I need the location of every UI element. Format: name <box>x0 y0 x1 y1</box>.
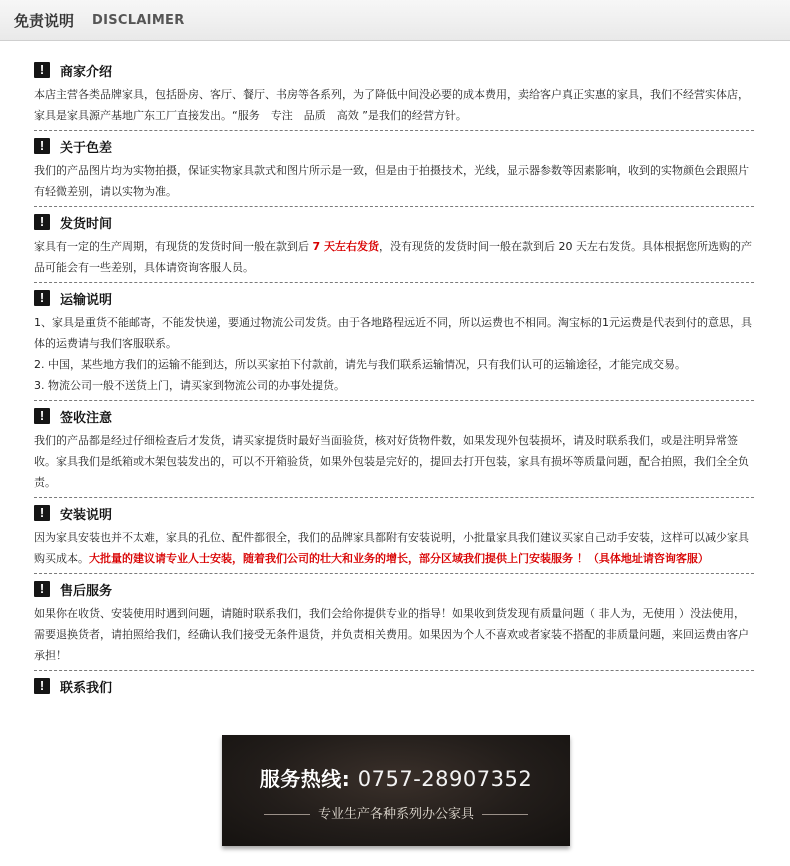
section-title: 售后服务 <box>60 583 113 599</box>
hotline <box>222 763 570 792</box>
divider-left <box>264 814 310 815</box>
section-header <box>34 59 754 81</box>
body-text: 家具有一定的生产周期，有现货的发货时间一般在款到后 <box>34 240 313 253</box>
exclamation-icon: ! <box>34 290 50 306</box>
section-line: 1、家具是重货不能邮寄，不能发快递，要通过物流公司发货。由于各地路程远近不同，所以运费也不相同。淘宝标的1元运费是代表到付的意思，具体的运费请与我们客服联系。 <box>34 316 752 350</box>
section-header <box>34 578 754 600</box>
section <box>34 401 754 498</box>
body-text: 因为家具安装也并不太难，家具的孔位、配件都很全，我们的品牌家具都附有安装说明，小批量家具我们建议买家自己动手安装，这样可以减少家具购买成本。 <box>34 531 749 565</box>
exclamation-icon: ! <box>34 138 50 154</box>
page-title-en: DISCLAIMER <box>92 13 185 28</box>
body-text: 我们的产品图片均为实物拍摄，保证实物家具款式和图片所示是一致，但是由于拍摄技术，光线，显示器参数等因素影响，收到的实物颜色会跟照片有轻微差别，请以实物为准。 <box>34 164 749 198</box>
section-title: 发货时间 <box>60 216 113 232</box>
section-header <box>34 287 754 309</box>
exclamation-icon: ! <box>34 505 50 521</box>
highlight-text: 大批量的建议请专业人士安装，随着我们公司的壮大和业务的增长，部分区域我们提供上门安装服务 ！（具体地址请咨询客服） <box>89 552 709 565</box>
exclamation-icon: ! <box>34 214 50 230</box>
section-header <box>34 405 754 427</box>
section-title: 安装说明 <box>60 507 113 523</box>
banner-tagline: 专业生产各种系列办公家具 <box>317 807 474 822</box>
section-header <box>34 675 754 697</box>
body-text: 本店主营各类品牌家具，包括卧房、客厅、餐厅、书房等各系列，为了降低中间没必要的成本费用，卖给客户真正实惠的家具，我们不经营实体店，家具是家具源产基地广东工厂直接发出。“服务 专注 品质 高效 ”是我们的经营方针。 <box>34 88 749 122</box>
section-line: 2. 中国，某些地方我们的运输不能到达，所以买家拍下付款前，请先与我们联系运输情况，只有我们认可的运输途径，才能完成交易。 <box>34 358 686 371</box>
section-header <box>34 502 754 524</box>
section <box>34 55 754 131</box>
page-title: 免责说明 <box>14 12 75 30</box>
section <box>34 283 754 401</box>
disclaimer-content <box>34 55 754 704</box>
highlight-text: 7 天左右发货 <box>312 240 379 253</box>
hotline-banner <box>222 735 570 846</box>
section-title: 签收注意 <box>60 410 113 426</box>
section <box>34 671 754 704</box>
section <box>34 131 754 207</box>
section-body <box>34 527 754 569</box>
section-title: 联系我们 <box>60 680 113 696</box>
section-body <box>34 603 754 666</box>
exclamation-icon: ! <box>34 581 50 597</box>
divider-right <box>482 814 528 815</box>
body-text: 我们的产品都是经过仔细检查后才发货，请买家提货时最好当面验货，核对好货物件数，如果发现外包装损坏，请及时联系我们，或是注明异常签收。家具我们是纸箱或木架包装发出的，可以不开箱验货，如果外包装是完好的，提回去打开包装，家具有损坏等质量问题，配合拍照，我们全全负责。 <box>34 434 749 489</box>
hotline-label: 服务热线: <box>259 767 351 791</box>
page-header <box>0 0 790 41</box>
exclamation-icon: ! <box>34 678 50 694</box>
section-body <box>34 430 754 493</box>
hotline-number: 0757-28907352 <box>357 767 533 791</box>
section-header <box>34 135 754 157</box>
section-body <box>34 236 754 278</box>
body-text: ，没有现货的发货时间一般在款到后 20 天左右发货。具体根据您所选购的产品可能会有一些差别，具体请资询客服人员。 <box>34 240 752 274</box>
body-text: 如果你在收货、安装使用时遇到问题，请随时联系我们，我们会给你提供专业的指导！如果收到货发现有质量问题（ 非人为，无使用 ）没法使用，需要退换货者，请拍照给我们，经确认我们接受无条件退货，并负责相关费用。如果因为个人不喜欢或者家装不搭配的非质量问题，来回运费由客户承担！ <box>34 607 749 662</box>
section-title: 运输说明 <box>60 292 113 308</box>
section-title: 商家介绍 <box>60 64 113 80</box>
section <box>34 574 754 671</box>
section <box>34 207 754 283</box>
section-body <box>34 160 754 202</box>
section-line: 3. 物流公司一般不送货上门，请买家到物流公司的办事处提货。 <box>34 379 345 392</box>
section-body <box>34 84 754 126</box>
section-title: 关于色差 <box>60 140 113 156</box>
exclamation-icon: ! <box>34 62 50 78</box>
section <box>34 498 754 574</box>
exclamation-icon: ! <box>34 408 50 424</box>
section-header <box>34 211 754 233</box>
banner-tagline-row <box>222 803 570 822</box>
